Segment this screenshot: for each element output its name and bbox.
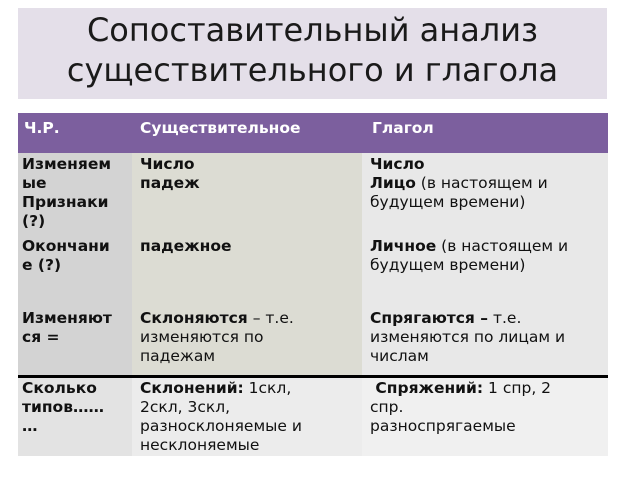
verb-conjugations-rest: 1 спр, 2 (483, 379, 552, 397)
noun-changes-line (140, 309, 294, 328)
verb-ending-tail: будущем времени) (370, 256, 526, 274)
verb-conjugated-label: Спрягаются – (370, 309, 489, 327)
verb-person-rest: (в настоящем и (415, 174, 548, 192)
verb-ending-line (370, 237, 568, 256)
verb-conjugated-rest: т.е. (488, 309, 522, 327)
noun-declensions-rest: 1скл, (243, 379, 292, 397)
verb-number: Число (370, 155, 425, 173)
label-how-many-types: Сколько типов…… … (22, 379, 105, 435)
table-header-row (18, 113, 608, 153)
verb-conjugated-explanation: изменяются по лицам и числам (370, 328, 566, 365)
verb-ending-rest: (в настоящем и (436, 237, 569, 255)
label-changing-features: Изменяем ые Признаки (?) (22, 155, 112, 230)
header-verb: Глагол (372, 119, 434, 137)
comparison-table (18, 113, 608, 456)
verb-person-tail: будущем времени) (370, 193, 526, 211)
verb-ending-label: Личное (370, 237, 437, 255)
noun-ending: падежное (140, 237, 232, 255)
label-changes: Изменяют ся = (22, 309, 112, 346)
verb-person-line (370, 174, 548, 193)
header-noun: Существительное (140, 119, 301, 137)
noun-declined-label: Склоняются (140, 309, 248, 327)
verb-conjugations-line (370, 379, 551, 398)
noun-declensions-label: Склонений: (140, 379, 244, 397)
verb-conjugations-label: Спряжений: (370, 379, 484, 397)
label-ending: Окончани е (?) (22, 237, 110, 274)
header-part-of-speech: Ч.Р. (24, 119, 60, 137)
noun-declensions-list: 2скл, 3скл, разносклоняемые и несклоняемые (140, 398, 302, 454)
noun-declined-explanation: изменяются по падежам (140, 328, 264, 365)
verb-conjugated-line (370, 309, 521, 328)
noun-features: Число падеж (140, 155, 200, 192)
noun-declensions-line (140, 379, 291, 398)
verb-person-label: Лицо (370, 174, 416, 192)
noun-declined-rest: – т.е. (247, 309, 294, 327)
slide-title: Сопоставительный анализ существительного и глагола (66, 11, 559, 89)
verb-conjugations-list: спр. разноспрягаемые (370, 398, 516, 435)
